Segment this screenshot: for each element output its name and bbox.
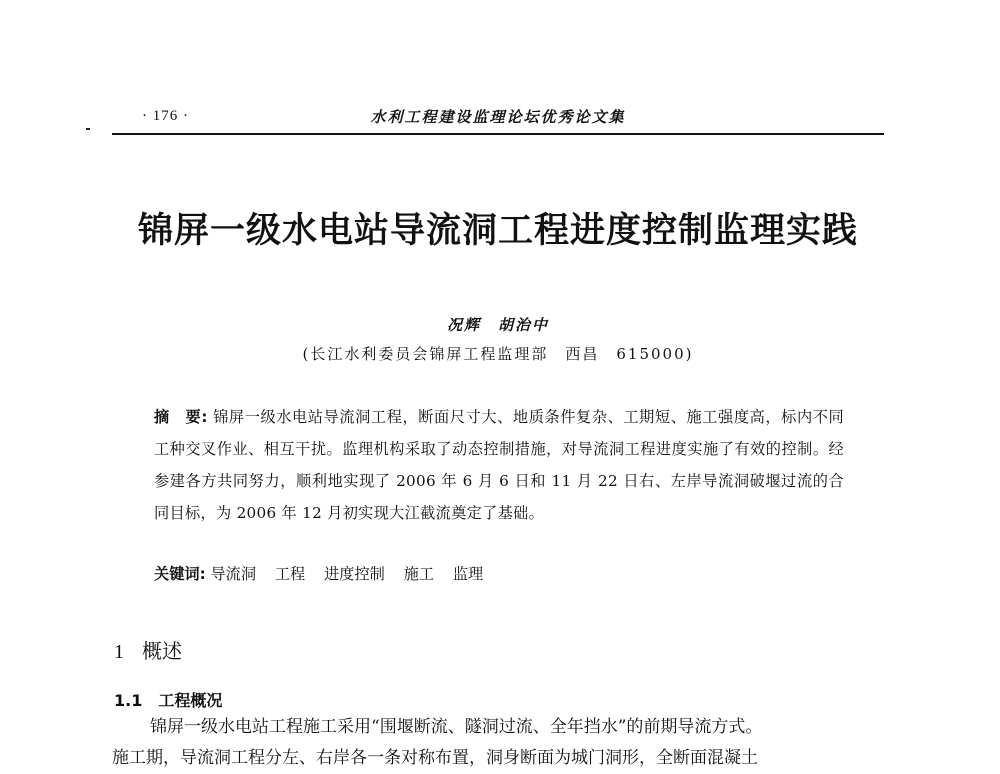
abstract-label: 摘 要: xyxy=(154,408,208,426)
affiliation: (长江水利委员会锦屏工程监理部 西昌 615000) xyxy=(302,345,694,363)
keywords xyxy=(154,563,844,584)
section-number: 1 xyxy=(114,641,124,663)
abstract-text: 锦屏一级水电站导流洞工程，断面尺寸大、地质条件复杂、工期短、施工强度高，标内不同工种交叉作业、相互干扰。监理机构采取了动态控制措施，对导流洞工程进度实施了有效的控制。经参建各方共同努力，顺利地实现了 2006 年 6 月 6 日和 11 月 22 日右、左岸导流洞破堰过流的合同目标，为 2006 年 12 月初实现大江截流奠定了基础。 xyxy=(154,408,844,522)
keyword-item: 进度控制 xyxy=(324,565,385,583)
body-line: 锦屏一级水电站工程施工采用“围堰断流、隧洞过流、全年挡水”的前期导流方式。 xyxy=(150,717,763,737)
scan-mark xyxy=(86,128,90,130)
section-heading-overview xyxy=(114,635,182,664)
paper-title: 锦屏一级水电站导流洞工程进度控制监理实践 xyxy=(137,211,858,251)
page-number: · 176 · xyxy=(142,108,189,124)
keywords-label: 关键词: xyxy=(154,565,206,583)
section-title: 概述 xyxy=(142,639,182,663)
subsection-heading-project-overview xyxy=(114,688,222,711)
journal-title: 水利工程建设监理论坛优秀论文集 xyxy=(370,108,626,126)
running-header xyxy=(112,104,884,134)
abstract xyxy=(154,401,844,529)
subsection-title: 工程概况 xyxy=(158,691,223,710)
authors: 况辉 胡治中 xyxy=(446,316,549,334)
subsection-number: 1.1 xyxy=(114,691,143,710)
body-paragraph xyxy=(114,712,886,774)
keyword-item: 导流洞 xyxy=(210,565,257,583)
keyword-item: 施工 xyxy=(403,565,435,583)
keyword-item: 工程 xyxy=(274,565,306,583)
keyword-item: 监理 xyxy=(452,565,484,583)
header-rule xyxy=(112,133,884,135)
body-line: 施工期，导流洞工程分左、右岸各一条对称布置，洞身断面为城门洞形，全断面混凝土 xyxy=(112,748,758,768)
